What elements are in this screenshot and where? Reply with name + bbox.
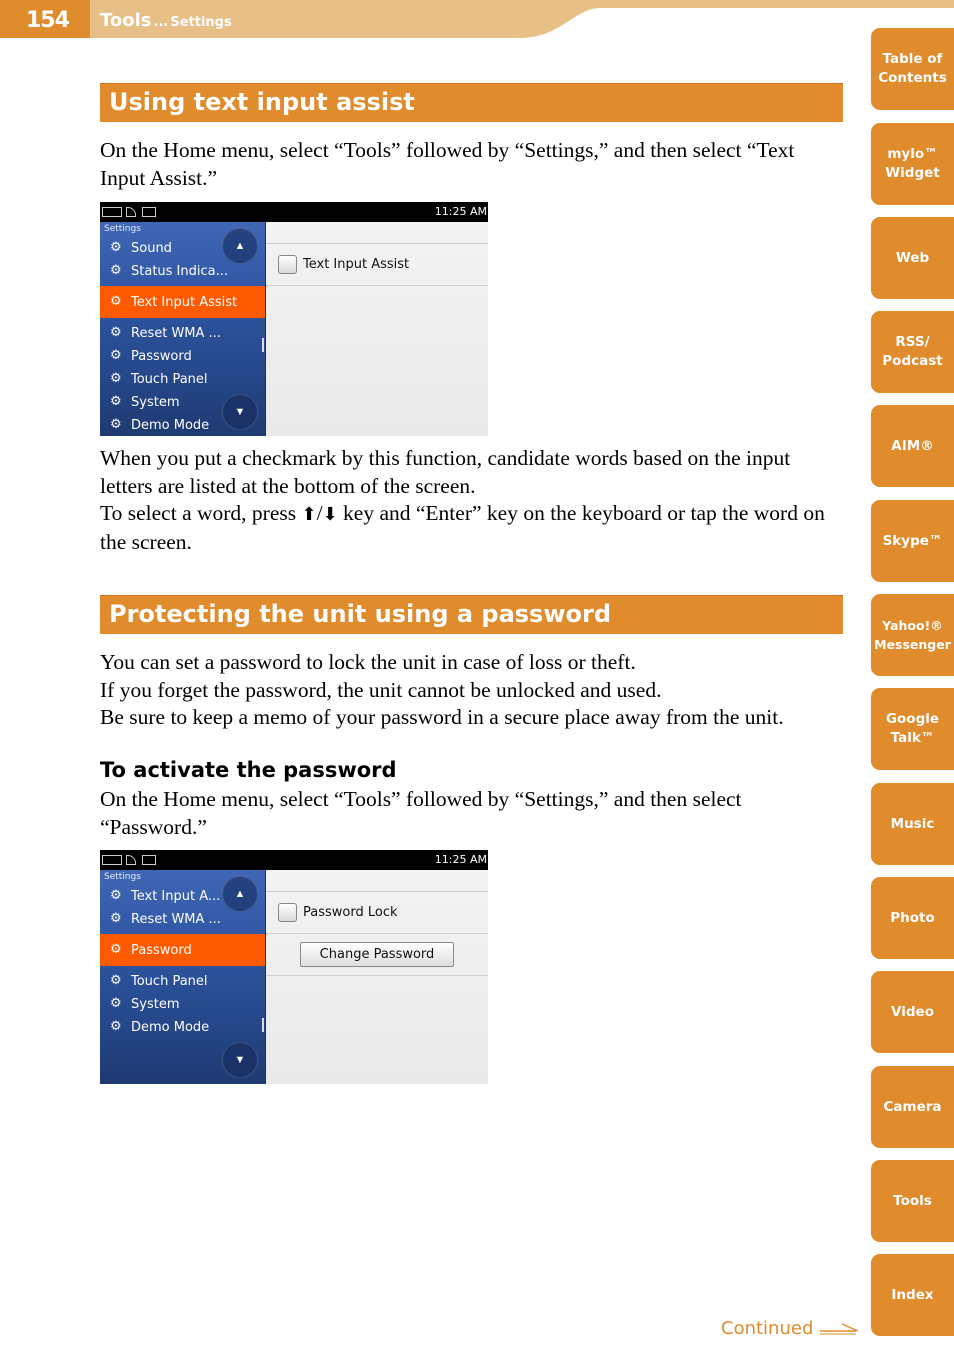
- continued-label: Continued: [721, 1318, 814, 1339]
- divider: [266, 975, 488, 976]
- status-time: 11:25 AM: [434, 853, 487, 866]
- card-icon: [142, 855, 156, 865]
- side-tab-table-of-contents[interactable]: Table of Contents: [871, 28, 954, 110]
- scrollbar[interactable]: [262, 1018, 264, 1032]
- battery-icon: [102, 207, 122, 217]
- menu-item-touch-panel[interactable]: ⚙ Touch Panel: [110, 371, 208, 387]
- status-bar: [100, 202, 488, 222]
- up-arrow-icon: ⬆: [301, 504, 317, 525]
- section1-body-line1: When you put a checkmark by this function, candidate words based on the input letters are listed at the bottom of the screen.: [100, 446, 791, 498]
- menu-item-text-input-assist[interactable]: ⚙ Text Input A...: [110, 888, 221, 904]
- side-tab-rss-podcast[interactable]: RSS/ Podcast: [871, 311, 954, 393]
- breadcrumb-section[interactable]: Tools: [100, 10, 152, 31]
- section-banner-password: [100, 595, 843, 634]
- text-input-assist-checkbox[interactable]: [278, 255, 297, 274]
- menu-item-password[interactable]: ⚙ Password: [110, 348, 192, 364]
- settings-detail-pane: [266, 870, 488, 1084]
- settings-breadcrumb: Settings: [104, 872, 141, 882]
- menu-item-system[interactable]: ⚙ System: [110, 394, 180, 410]
- change-password-button[interactable]: Change Password: [300, 942, 454, 967]
- side-tab-camera[interactable]: Camera: [871, 1066, 954, 1148]
- side-tab-photo[interactable]: Photo: [871, 877, 954, 959]
- subheading-activate-password: To activate the password: [100, 758, 397, 782]
- password-lock-option[interactable]: Password Lock: [278, 903, 398, 922]
- gear-icon: ⚙: [110, 325, 122, 340]
- section-title: Using text input assist: [109, 88, 415, 116]
- scroll-up-icon[interactable]: ▲: [222, 228, 258, 264]
- side-tab-skype[interactable]: Skype™: [871, 500, 954, 582]
- section-banner-text-input: [100, 83, 843, 122]
- gear-icon: ⚙: [110, 911, 122, 926]
- page-number: 154: [26, 8, 69, 33]
- side-tab-video[interactable]: Video: [871, 971, 954, 1053]
- gear-icon: ⚙: [110, 294, 122, 309]
- menu-item-reset-wma[interactable]: ⚙ Reset WMA ...: [110, 325, 221, 341]
- page-header: [0, 0, 954, 40]
- menu-item-reset-wma[interactable]: ⚙ Reset WMA ...: [110, 911, 221, 927]
- menu-item-status-indicator[interactable]: ⚙ Status Indica...: [110, 263, 229, 279]
- settings-detail-pane: [266, 222, 488, 436]
- divider: [266, 285, 488, 286]
- side-tab-google-talk[interactable]: Google Talk™: [871, 688, 954, 770]
- menu-item-sound[interactable]: ⚙ Sound: [110, 240, 172, 256]
- battery-icon: [102, 855, 122, 865]
- gear-icon: ⚙: [110, 263, 122, 278]
- card-icon: [142, 207, 156, 217]
- side-tab-yahoo-messenger[interactable]: Yahoo!® Messenger: [871, 594, 954, 676]
- section2-line2: If you forget the password, the unit cannot be unlocked and used.: [100, 677, 662, 702]
- section2-instruction: On the Home menu, select “Tools” followed by “Settings,” and then select “Password.”: [100, 787, 742, 839]
- gear-icon: ⚙: [110, 348, 122, 363]
- wifi-icon: [126, 855, 136, 865]
- side-tab-web[interactable]: Web: [871, 217, 954, 299]
- down-arrow-icon: ⬇: [322, 504, 338, 525]
- gear-icon: ⚙: [110, 888, 122, 903]
- scrollbar[interactable]: [262, 338, 264, 352]
- device-screenshot-password: [100, 850, 488, 1084]
- menu-item-touch-panel[interactable]: ⚙ Touch Panel: [110, 973, 208, 989]
- continued-arrow-icon: [820, 1322, 860, 1336]
- section1-intro: On the Home menu, select “Tools” followed by “Settings,” and then select “Text Input Assist.”: [100, 138, 795, 190]
- breadcrumb-separator: ...: [153, 15, 169, 30]
- section1-body-line2: To select a word, press ⬆/⬇ key and “Enter” key on the keyboard or tap the word on the screen.: [100, 501, 825, 554]
- password-lock-checkbox[interactable]: [278, 903, 297, 922]
- side-tab-index[interactable]: Index: [871, 1254, 954, 1336]
- section-title: Protecting the unit using a password: [109, 600, 612, 628]
- gear-icon: ⚙: [110, 996, 122, 1011]
- settings-menu: [100, 870, 265, 1084]
- gear-icon: ⚙: [110, 942, 122, 957]
- gear-icon: ⚙: [110, 973, 122, 988]
- section2-line1: You can set a password to lock the unit in case of loss or theft.: [100, 650, 636, 674]
- status-bar: [100, 850, 488, 870]
- side-tab-aim[interactable]: AIM®: [871, 405, 954, 487]
- side-tab-tools[interactable]: Tools: [871, 1160, 954, 1242]
- menu-item-system[interactable]: ⚙ System: [110, 996, 180, 1012]
- menu-item-text-input-assist[interactable]: ⚙ Text Input Assist: [100, 286, 265, 318]
- gear-icon: ⚙: [110, 240, 122, 255]
- section1-body: [100, 445, 845, 556]
- gear-icon: ⚙: [110, 394, 122, 409]
- settings-menu: [100, 222, 265, 436]
- gear-icon: ⚙: [110, 417, 122, 432]
- gear-icon: ⚙: [110, 371, 122, 386]
- scroll-up-icon[interactable]: ▲: [222, 876, 258, 912]
- breadcrumb-subsection[interactable]: Settings: [170, 15, 232, 30]
- breadcrumb: [100, 10, 232, 31]
- divider: [266, 933, 488, 934]
- text-input-assist-option[interactable]: Text Input Assist: [278, 255, 409, 274]
- divider: [266, 243, 488, 244]
- status-time: 11:25 AM: [434, 205, 487, 218]
- menu-item-demo-mode[interactable]: ⚙ Demo Mode: [110, 1019, 210, 1035]
- device-screenshot-text-input: [100, 202, 488, 436]
- wifi-icon: [126, 207, 136, 217]
- menu-item-demo-mode[interactable]: ⚙ Demo Mode: [110, 417, 210, 433]
- side-tab-mylo-widget[interactable]: mylo™ Widget: [871, 123, 954, 205]
- section2-body: [100, 649, 845, 732]
- settings-breadcrumb: Settings: [104, 224, 141, 234]
- side-tab-music[interactable]: Music: [871, 783, 954, 865]
- gear-icon: ⚙: [110, 1019, 122, 1034]
- divider: [266, 891, 488, 892]
- scroll-down-icon[interactable]: ▼: [222, 1042, 258, 1078]
- scroll-down-icon[interactable]: ▼: [222, 394, 258, 430]
- section2-line3: Be sure to keep a memo of your password in a secure place away from the unit.: [100, 705, 784, 729]
- menu-item-password[interactable]: ⚙ Password: [100, 934, 265, 966]
